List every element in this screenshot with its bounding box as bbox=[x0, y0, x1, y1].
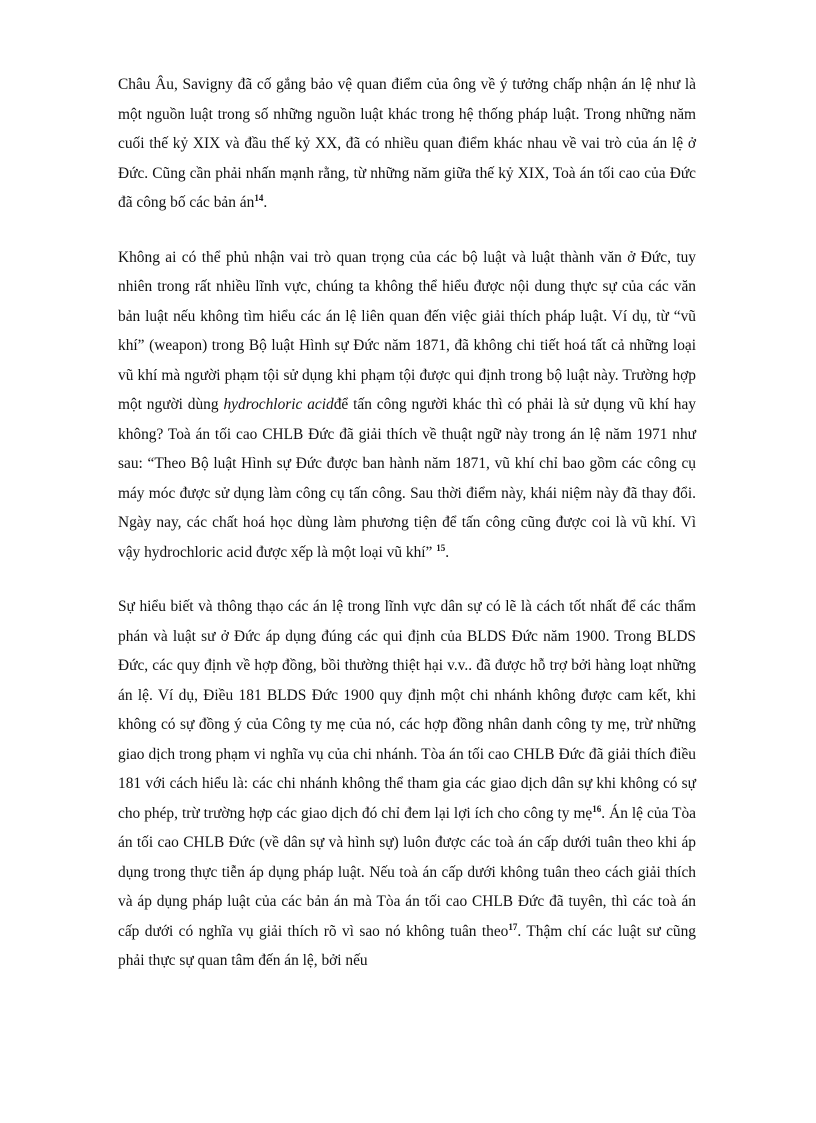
paragraph-text: Châu Âu, Savigny đã cố gắng bảo vệ quan điểm của ông về ý tưởng chấp nhận án lệ như là một nguồn luật trong số những nguồn luật khác trong hệ thống pháp luật. Trong những năm cuối thế kỷ XIX và đầu thế kỷ XX, đã có nhiều quan điểm khác nhau về vai trò của án lệ ở Đức. Cũng cần phải nhấn mạnh rằng, từ những năm giữa thế kỷ XIX, Toà án tối cao của Đức đã công bố các bản án bbox=[118, 76, 696, 211]
paragraph-text: Sự hiểu biết và thông thạo các án lệ trong lĩnh vực dân sự có lẽ là cách tốt nhất để các thẩm phán và luật sư ở Đức áp dụng đúng các qui định của BLDS Đức năm 1900. Trong BLDS Đức, các quy định về hợp đồng, bồi thường thiệt hại v.v.. đã được hỗ trợ bởi hàng loạt những án lệ. Ví dụ, Điều 181 BLDS Đức 1900 quy định một chi nhánh không được cam kết, khi không có sự đồng ý của Công ty mẹ của nó, các hợp đồng nhân danh công ty mẹ, trừ những giao dịch trong phạm vi nghĩa vụ của chi nhánh. Tòa án tối cao CHLB Đức đã giải thích điều 181 với cách hiểu là: các chi nhánh không thể tham gia các giao dịch dân sự khi không có sự cho phép, trừ trường hợp các giao dịch đó chỉ đem lại lợi ích cho công ty mẹ bbox=[118, 598, 696, 822]
footnote-ref-15: 15 bbox=[436, 542, 446, 553]
paragraph-text: . Án lệ của Tòa án tối cao CHLB Đức (về dân sự và hình sự) luôn được các toà án cấp dưới tuân theo khi áp dụng trong thực tiễn áp dụng pháp luật. Nếu toà án cấp dưới không tuân theo cách giải thích và áp dụng pháp luật của các bản án mà Tòa án tối cao CHLB Đức đã tuyên, thì các toà án cấp dưới có nghĩa vụ giải thích rõ vì sao nó không tuân theo bbox=[118, 804, 696, 940]
italic-term: hydrochloric acid bbox=[223, 396, 334, 413]
footnote-ref-16: 16 bbox=[592, 803, 602, 814]
footnote-ref-17: 17 bbox=[508, 921, 518, 932]
paragraph-text: để tấn công người khác thì có phải là sử dụng vũ khí hay không? Toà án tối cao CHLB Đức đã giải thích về thuật ngữ này trong án lệ năm 1971 như sau: “Theo Bộ luật Hình sự Đức được ban hành năm 1871, vũ khí chỉ bao gồm các công cụ máy móc được sử dụng làm công cụ tấn công. Sau thời điểm này, khái niệm này đã thay đổi. Ngày nay, các chất hoá học dùng làm phương tiện để tấn công cũng được coi là vũ khí. Vì vậy hydrochloric acid được xếp là một loại vũ khí” bbox=[118, 396, 696, 561]
document-body bbox=[118, 70, 696, 1001]
paragraph-text: . bbox=[445, 543, 450, 561]
paragraph-text: Không ai có thể phủ nhận vai trò quan trọng của các bộ luật và luật thành văn ở Đức, tuy nhiên trong rất nhiều lĩnh vực, chúng ta không thể hiểu được nội dung thực sự của các văn bản luật nếu không tìm hiểu các án lệ liên quan đến việc giải thích pháp luật. Ví dụ, từ “vũ khí” (weapon) trong Bộ luật Hình sự Đức năm 1871, đã không chi tiết hoá tất cả những loại vũ khí mà người phạm tội sử dụng khi phạm tội được qui định trong bộ luật này. Trường hợp một người dùng bbox=[118, 248, 696, 413]
paragraph-1 bbox=[118, 70, 696, 218]
paragraph-3 bbox=[118, 592, 696, 976]
paragraph-2 bbox=[118, 243, 696, 568]
paragraph-text: . Thậm chí các luật sư cũng phải thực sự quan tâm đến án lệ, bởi nếu bbox=[118, 922, 696, 969]
paragraph-text: . bbox=[263, 194, 268, 211]
footnote-ref-14: 14 bbox=[254, 192, 264, 203]
